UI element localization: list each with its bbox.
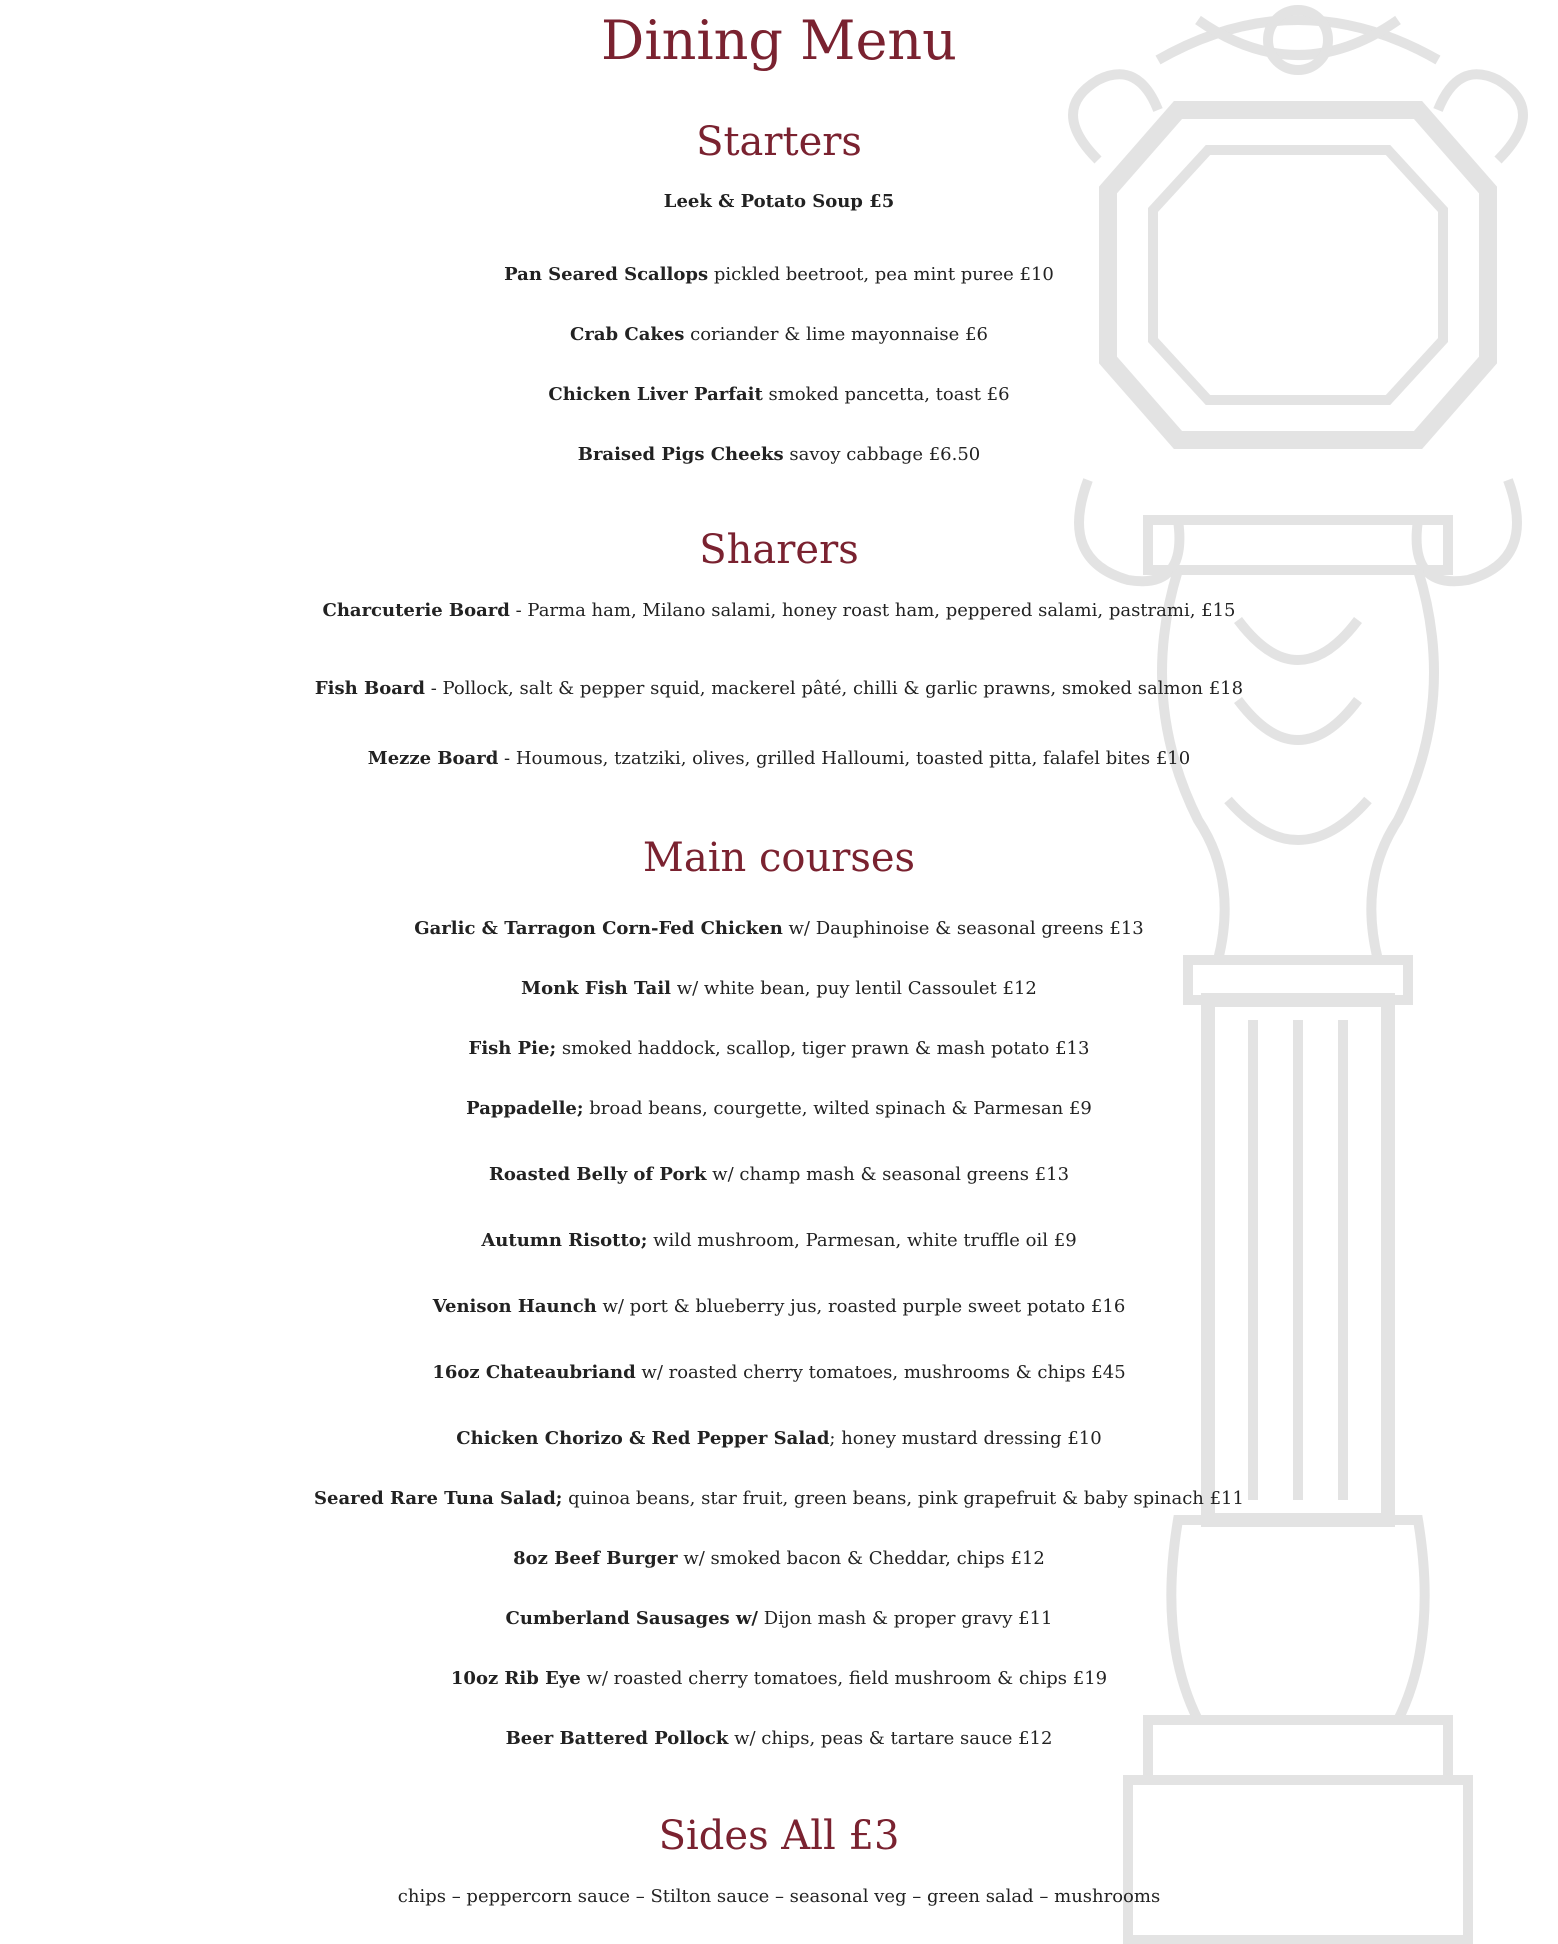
menu-item — [0, 1550, 1558, 1568]
menu-item — [0, 193, 1558, 211]
item-description: - Parma ham, Milano salami, honey roast ham, peppered salami, pastrami, £15 — [509, 600, 1236, 621]
item-description: Dijon mash & proper gravy £11 — [758, 1608, 1053, 1629]
item-name: Mezze Board — [367, 748, 499, 769]
item-name: Charcuterie Board — [322, 600, 510, 621]
menu-item — [0, 750, 1558, 768]
menu-item — [0, 446, 1558, 464]
item-name: 8oz Beef Burger — [513, 1548, 678, 1569]
menu-item — [0, 326, 1558, 344]
section-heading-main-courses: Main courses — [642, 835, 916, 881]
lamp-post-ornament — [1038, 0, 1558, 1944]
section-heading-starters: Starters — [696, 119, 862, 165]
item-name: Crab Cakes — [570, 324, 685, 345]
item-name: Chicken Chorizo & Red Pepper Salad — [456, 1428, 830, 1449]
item-description: quinoa beans, star fruit, green beans, pink grapefruit & baby spinach £11 — [562, 1488, 1244, 1509]
menu-item — [0, 1298, 1558, 1316]
item-description: w/ white bean, puy lentil Cassoulet £12 — [671, 978, 1037, 999]
item-name: Pappadelle; — [466, 1098, 584, 1119]
item-name: Cumberland Sausages w/ — [505, 1608, 758, 1629]
menu-item — [0, 266, 1558, 284]
item-description: w/ roasted cherry tomatoes, mushrooms & chips £45 — [635, 1362, 1126, 1383]
menu-item — [0, 1430, 1558, 1448]
menu-item — [0, 1610, 1558, 1628]
section-heading-sharers: Sharers — [699, 527, 859, 573]
item-description: w/ smoked bacon & Cheddar, chips £12 — [677, 1548, 1045, 1569]
item-description: wild mushroom, Parmesan, white truffle oil £9 — [647, 1230, 1077, 1251]
item-description: savoy cabbage £6.50 — [783, 444, 981, 465]
item-name: Chicken Liver Parfait — [548, 384, 763, 405]
item-name: Seared Rare Tuna Salad; — [314, 1488, 563, 1509]
sides-list: chips – peppercorn sauce – Stilton sauce – seasonal veg – green salad – mushrooms — [397, 1886, 1161, 1907]
menu-item — [0, 680, 1558, 698]
item-description: - Houmous, tzatziki, olives, grilled Halloumi, toasted pitta, falafel bites £10 — [498, 748, 1191, 769]
menu-item — [0, 1100, 1558, 1118]
menu-item — [0, 1670, 1558, 1688]
menu-item — [0, 1364, 1558, 1382]
item-name: Garlic & Tarragon Corn-Fed Chicken — [414, 918, 783, 939]
item-name: 10oz Rib Eye — [450, 1668, 581, 1689]
menu-item — [0, 1490, 1558, 1508]
item-description: pickled beetroot, pea mint puree £10 — [708, 264, 1054, 285]
item-name: 16oz Chateaubriand — [432, 1362, 636, 1383]
item-name: Venison Haunch — [432, 1296, 597, 1317]
menu-item — [0, 1166, 1558, 1184]
item-name: Roasted Belly of Pork — [488, 1164, 707, 1185]
menu-item — [0, 1730, 1558, 1748]
item-name: Fish Pie; — [468, 1038, 557, 1059]
item-name: Fish Board — [314, 678, 425, 699]
item-description: w/ champ mash & seasonal greens £13 — [706, 1164, 1070, 1185]
item-description: w/ chips, peas & tartare sauce £12 — [728, 1728, 1053, 1749]
item-description: w/ roasted cherry tomatoes, field mushroom & chips £19 — [580, 1668, 1108, 1689]
item-name: Leek & Potato Soup £5 — [663, 191, 895, 212]
item-name: Braised Pigs Cheeks — [577, 444, 784, 465]
item-name: Beer Battered Pollock — [505, 1728, 729, 1749]
menu-title: Dining Menu — [601, 9, 957, 72]
section-heading-sides: Sides All £3 — [658, 1813, 900, 1859]
item-name: Pan Seared Scallops — [504, 264, 709, 285]
item-name: Autumn Risotto; — [481, 1230, 648, 1251]
item-description: coriander & lime mayonnaise £6 — [684, 324, 988, 345]
menu-item — [0, 386, 1558, 404]
menu-item — [0, 602, 1558, 620]
item-description: w/ Dauphinoise & seasonal greens £13 — [782, 918, 1144, 939]
item-name: Monk Fish Tail — [521, 978, 672, 999]
menu-item — [0, 920, 1558, 938]
item-description: smoked haddock, scallop, tiger prawn & mash potato £13 — [556, 1038, 1090, 1059]
item-description: broad beans, courgette, wilted spinach & Parmesan £9 — [583, 1098, 1092, 1119]
item-description: - Pollock, salt & pepper squid, mackerel pâté, chilli & garlic prawns, smoked salmon £18 — [424, 678, 1244, 699]
item-description: w/ port & blueberry jus, roasted purple sweet potato £16 — [596, 1296, 1126, 1317]
item-description: smoked pancetta, toast £6 — [762, 384, 1010, 405]
item-description: ; honey mustard dressing £10 — [829, 1428, 1102, 1449]
menu-item — [0, 1232, 1558, 1250]
menu-item — [0, 1040, 1558, 1058]
menu-item — [0, 980, 1558, 998]
